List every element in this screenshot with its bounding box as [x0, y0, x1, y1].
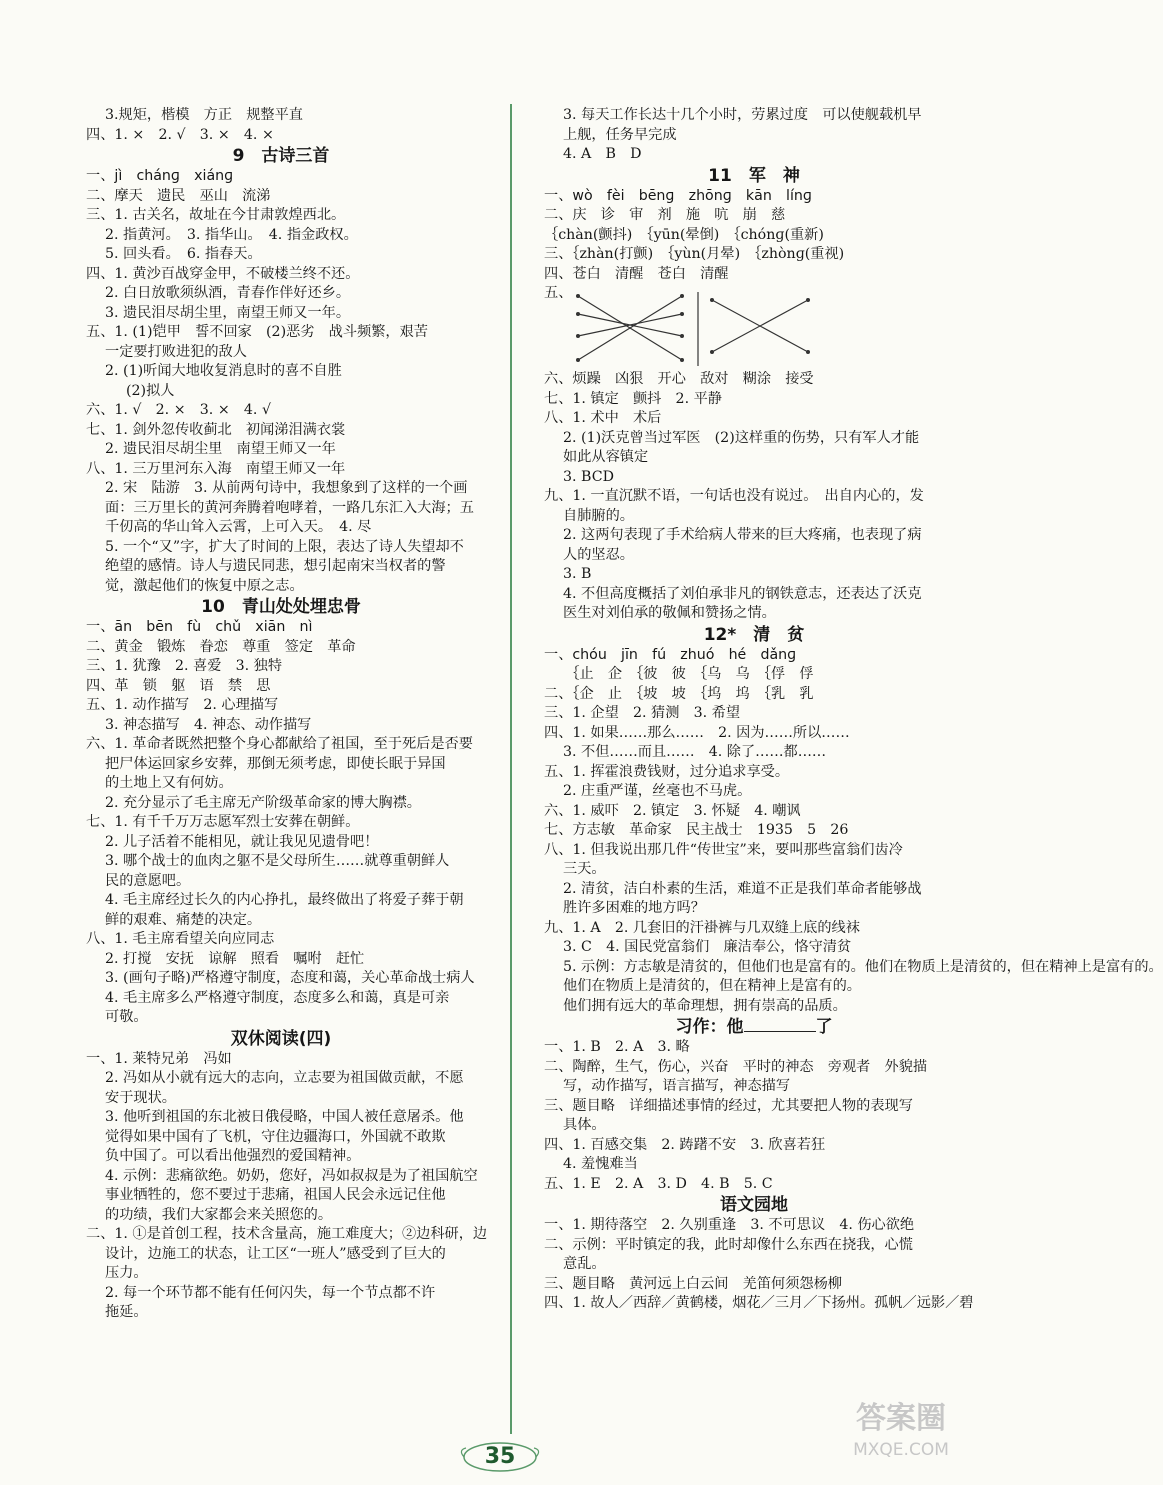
answer-line: 上舰，任务早完成: [563, 126, 677, 143]
answer-line: 把尸体运回家乡安葬，那倒无须考虑，即使长眠于异国: [105, 755, 446, 772]
answer-line: 三天。: [563, 861, 606, 877]
answer-line: 三、｛zhàn(打颤) ｛yùn(月晕) ｛zhònɡ(重视): [544, 246, 845, 262]
answer-line: 四、1. 故人／西辞／黄鹤楼，烟花／三月／下扬州。孤帆／远影／碧: [544, 1295, 974, 1311]
answer-line: 4. 羞愧难当: [563, 1156, 638, 1172]
watermark-logo: [826, 1399, 976, 1469]
answer-line: 六、1. 革命者既然把整个身心都献给了祖国，至于死后是否要: [86, 736, 473, 752]
answer-line: 九、1. 一直沉默不语，一句话也没有说过。 出自内心的，发: [544, 488, 924, 504]
answer-line: 2. (1)听闻大地收复消息时的喜不自胜: [105, 363, 342, 379]
answer-line: ｛止 企 ｛彼 彼 ｛乌 乌 ｛俘 俘: [544, 666, 814, 682]
answer-line: 4. 毛主席多么严格遵守制度，态度多么和蔼，真是可亲: [105, 989, 450, 1006]
answer-line: 四、1. 如果……那么…… 2. 因为……所以……: [544, 724, 850, 741]
essay-blank: [744, 1017, 816, 1032]
answer-line: 安于现状。: [105, 1089, 176, 1106]
answer-line: 2. 遗民泪尽胡尘里 南望王师又一年: [105, 441, 336, 457]
answer-line: 一、1. 莱特兄弟 冯如: [86, 1050, 232, 1067]
answer-line: 二、｛企 止 ｛坡 坡 ｛坞 坞 ｛乳 乳: [544, 685, 814, 702]
watermark-title: 答案圈: [856, 1401, 946, 1436]
answer-line: 5. 回头看。 6. 指春天。: [105, 246, 262, 262]
answer-line: 3. 他听到祖国的东北被日俄侵略，中国人被任意屠杀。他: [105, 1109, 464, 1125]
answer-line: 2. 清贫，洁白朴素的生活，难道不正是我们革命者能够战: [563, 880, 922, 897]
answer-line: 二、庆 诊 审 剂 施 吭 崩 慈: [544, 207, 786, 223]
left-column: [86, 106, 488, 1323]
answer-line: 2. 每一个环节都不能有任何闪失，每一个节点都不许: [105, 1284, 436, 1301]
answer-line: 事业牺牲的，您不要过于悲痛，祖国人民会永远记住他: [105, 1187, 446, 1203]
answer-line: 医生对刘伯承的敬佩和赞扬之情。: [563, 605, 776, 621]
answer-line: 写，动作描写，语言描写，神态描写: [563, 1078, 791, 1094]
answer-line: 面：三万里长的黄河奔腾着咆哮着，一路几东汇入大海；五: [105, 499, 474, 516]
answer-line: 民的意愿吧。: [105, 872, 191, 889]
answer-line: 2. 宋 陆游 3. 从前两句诗中，我想象到了这样的一个画: [105, 480, 468, 496]
answer-line: 一、chóu jīn fú zhuó hé dǎnɡ: [544, 646, 797, 663]
answer-line: 四、革 锁 躯 语 禁 思: [86, 677, 271, 694]
column-divider: [510, 104, 512, 1434]
answer-line: (2)拟人: [126, 382, 175, 399]
answer-line: 二、1. ①是首创工程，技术含量高，施工难度大；②边科研，边: [86, 1226, 488, 1242]
answer-line: 2. (1)沃克曾当过军医 (2)这样重的伤势，只有军人才能: [563, 429, 920, 446]
answer-line: 八、1. 但我说出那几件“传世宝”来，要叫那些富翁们齿冷: [544, 841, 903, 858]
right-tail-section: [544, 1038, 974, 1314]
watermark-url: MXQE.COM: [853, 1440, 949, 1460]
answer-line: 一、wò fèi bēnɡ zhōnɡ kān línɡ: [544, 187, 812, 204]
answer-line: 5. 示例：方志敏是清贫的，但他们也是富有的。他们在物质上是清贫的，但在精神上是富有的。: [563, 958, 1163, 975]
answer-line: 2. 打搅 安抚 谅解 照看 嘱咐 赶忙: [105, 950, 365, 967]
answer-line: 四、1. 黄沙百战穿金甲，不破楼兰终不还。: [86, 265, 360, 282]
section-heading: 12* 清 贫: [703, 624, 805, 645]
right-top-section: [544, 106, 964, 284]
answer-line: 2. 白日放歌须纵酒，青春作伴好还乡。: [105, 285, 351, 301]
answer-line: 千仞高的华山耸入云霄，上可入天。 4. 尽: [105, 519, 372, 535]
answer-line: 六、烦躁 凶狠 开心 敌对 糊涂 接受: [544, 371, 814, 387]
answer-line: 可敬。: [105, 1009, 148, 1025]
answer-line: 3.规矩，楷模 方正 规整平直: [105, 107, 303, 123]
answer-line: 人的坚忍。: [563, 546, 634, 563]
answer-line: 九、1. A 2. 几套旧的汗褂裤与几双缝上底的线袜: [544, 919, 860, 936]
answer-line: 八、1. 三万里河东入海 南望王师又一年: [86, 460, 346, 477]
answer-line: 3. C 4. 国民党富翁们 廉洁奉公，恪守清贫: [563, 939, 852, 955]
answer-line: 一、1. B 2. A 3. 略: [544, 1039, 690, 1055]
answer-line: 四、苍白 清醒 苍白 清醒: [544, 265, 729, 282]
answer-line: 七、1. 剑外忽传收蓟北 初闻涕泪满衣裳: [86, 421, 346, 438]
answer-line: 二、黄金 锻炼 眷恋 尊重 签定 革命: [86, 638, 356, 655]
answer-line: ｛chàn(颤抖) ｛yūn(晕倒) ｛chónɡ(重新): [544, 226, 824, 243]
answer-line: 五、1. E 2. A 3. D 4. B 5. C: [544, 1175, 773, 1192]
essay-heading: [544, 1016, 964, 1038]
matching-exercise: [544, 284, 964, 370]
section-heading: 双休阅读(四): [230, 1028, 332, 1049]
answer-line: 3. 哪个战士的血肉之躯不是父母所生……就尊重朝鲜人: [105, 853, 450, 869]
section-heading: 9 古诗三首: [232, 146, 330, 166]
answer-line: 四、1. 百感交集 2. 踌躇不安 3. 欣喜若狂: [544, 1136, 826, 1153]
answer-line: 一定要打败进犯的敌人: [105, 343, 247, 360]
answer-line: 4. 毛主席经过长久的内心挣扎，最终做出了将爱子葬于朝: [105, 892, 464, 908]
answer-line: 七、1. 镇定 颤抖 2. 平静: [544, 390, 722, 407]
answer-line: 他们在物质上是清贫的，但在精神上是富有的。: [563, 978, 861, 994]
matching-label: 五、: [544, 285, 573, 301]
answer-line: 一、jì chánɡ xiánɡ: [86, 168, 234, 184]
section-heading: 11 军 神: [708, 165, 800, 186]
answer-line: 3. 每天工作长达十几个小时，劳累过度 可以使舰载机早: [563, 107, 922, 123]
matching-lines-diagram: [572, 290, 812, 368]
answer-line: 绝望的感情。诗人与遗民同悲，想引起南宋当权者的警: [105, 558, 446, 574]
answer-line: 胜许多困难的地方吗？: [563, 900, 705, 916]
answer-line: 2. 庄重严谨，丝毫也不马虎。: [563, 783, 752, 799]
answer-line: 觉，激起他们的恢复中原之志。: [105, 577, 304, 594]
answer-line: 4. 示例：悲痛欲绝。奶奶，您好，冯如叔叔是为了祖国航空: [105, 1167, 478, 1184]
answer-line: 压力。: [105, 1265, 148, 1281]
page-number: 35: [484, 1444, 516, 1469]
answer-line: 意乱。: [563, 1256, 606, 1272]
answer-line: 六、1. √ 2. × 3. × 4. √: [86, 402, 271, 418]
right-column: [544, 106, 1163, 1314]
answer-line: 五、1. 动作描写 2. 心理描写: [86, 697, 279, 713]
answer-line: 七、1. 有千千万万志愿军烈士安葬在朝鲜。: [86, 814, 360, 830]
answer-line: 的功绩，我们大家都会来关照您的。: [105, 1206, 333, 1223]
answer-line: 2. 儿子活着不能相见，就让我见见遗骨吧！: [105, 833, 379, 850]
answer-line: 他们拥有远大的革命理想，拥有崇高的品质。: [563, 997, 847, 1014]
essay-heading-start: 习作：他: [675, 1017, 744, 1037]
answer-line: 2. 指黄河。 3. 指华山。 4. 指金政权。: [105, 226, 358, 243]
answer-line: 六、1. 威吓 2. 镇定 3. 怀疑 4. 嘲讽: [544, 802, 801, 819]
answer-line: 4. 不但高度概括了刘伯承非凡的钢铁意志，还表达了沃克: [563, 585, 922, 602]
answer-line: 3. B: [563, 566, 592, 582]
answer-line: 3. 不但……而且…… 4. 除了……都……: [563, 744, 827, 760]
answer-line: 4. A B D: [563, 146, 642, 162]
answer-line: 三、题目略 黄河远上白云间 羌笛何须怨杨柳: [544, 1275, 842, 1292]
answer-line: 2. 冯如从小就有远大的志向，立志要为祖国做贡献，不愿: [105, 1070, 464, 1086]
answer-line: 四、1. × 2. √ 3. × 4. ×: [86, 126, 274, 143]
answer-line: 二、陶醉，生气，伤心，兴奋 平时的神态 旁观者 外貌描: [544, 1058, 928, 1075]
answer-line: 三、1. 古关名，故址在今甘肃敦煌西北。: [86, 207, 346, 223]
answer-line: 五、1. (1)铠甲 誓不回家 (2)恶劣 战斗频繁，艰苦: [86, 324, 428, 340]
section-heading: 语文园地: [720, 1195, 788, 1215]
answer-line: 负中国了。可以看出他强烈的爱国精神。: [105, 1148, 361, 1164]
page-footer: [460, 1440, 540, 1474]
answer-line: 自肺腑的。: [563, 507, 634, 524]
answer-line: 设计，边施工的状态，让工区“一班人”感受到了巨大的: [105, 1245, 446, 1262]
answer-line: 3. BCD: [563, 468, 614, 485]
answer-line: 三、题目略 详细描述事情的经过，尤其要把人物的表现写: [544, 1097, 913, 1114]
answer-line: 鲜的艰难、痛楚的决定。: [105, 911, 262, 928]
answer-line: 二、示例：平时镇定的我，此时却像什么东西在挠我，心慌: [544, 1236, 913, 1253]
answer-line: 2. 充分显示了毛主席无产阶级革命家的博大胸襟。: [105, 794, 421, 811]
answer-line: 二、摩天 遗民 巫山 流涕: [86, 187, 271, 204]
answer-line: 一、ān bēn fù chǔ xiān nì: [86, 619, 313, 635]
answer-line: 3. 遗民泪尽胡尘里，南望王师又一年。: [105, 304, 351, 321]
answer-line: 五、1. 挥霍浪费钱财，过分追求享受。: [544, 763, 790, 780]
answer-line: 具体。: [563, 1117, 606, 1133]
answer-line: 2. 这两句表现了手术给病人带来的巨大疼痛，也表现了病: [563, 527, 922, 543]
answer-line: 七、方志敏 革命家 民主战士 1935 5 26: [544, 822, 849, 838]
answer-line: 三、1. 犹豫 2. 喜爱 3. 独特: [86, 658, 283, 674]
answer-line: 3. (画句子略)严格遵守制度，态度和蔼，关心革命战士病人: [105, 970, 475, 986]
answer-line: 一、1. 期待落空 2. 久别重逢 3. 不可思议 4. 伤心欲绝: [544, 1217, 915, 1233]
answer-line: 3. 神态描写 4. 神态、动作描写: [105, 716, 312, 733]
answer-line: 的土地上又有何妨。: [105, 775, 233, 791]
answer-line: 八、1. 术中 术后: [544, 410, 662, 426]
answer-line: 拖延。: [105, 1304, 148, 1320]
answer-line: 八、1. 毛主席看望关向应同志: [86, 931, 275, 947]
answer-line: 觉得如果中国有了飞机，守住边疆海口，外国就不敢欺: [105, 1128, 446, 1145]
answer-line: 5. 一个“又”字，扩大了时间的上限，表达了诗人失望却不: [105, 538, 464, 555]
answer-line: 三、1. 企望 2. 猜测 3. 希望: [544, 705, 741, 721]
essay-heading-end: 了: [815, 1017, 833, 1037]
answer-line: 如此从容镇定: [563, 449, 649, 465]
right-bottom-section: [544, 370, 1163, 1016]
section-heading: 10 青山处处埋忠骨: [201, 597, 361, 617]
